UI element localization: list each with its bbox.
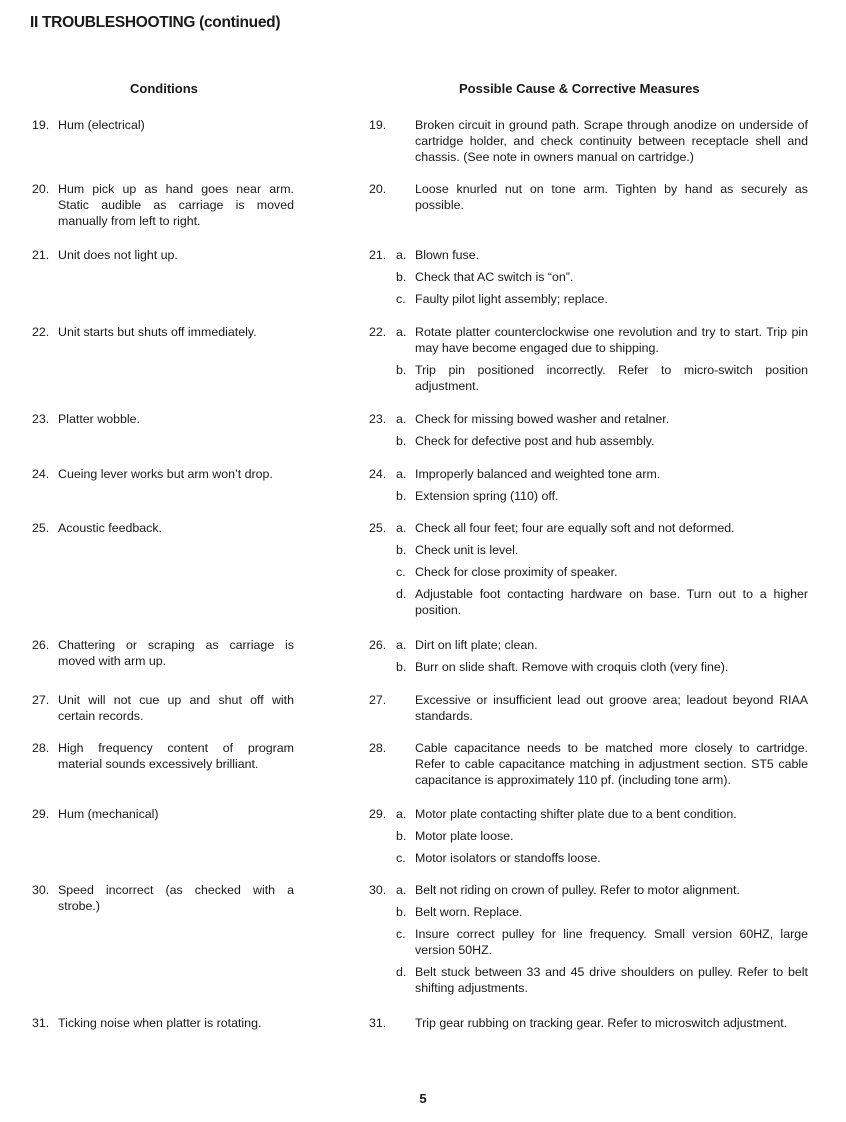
cause-letter: c. xyxy=(396,565,406,579)
cause-number: 21. xyxy=(369,248,387,262)
cause-item xyxy=(396,740,808,788)
cause-item xyxy=(396,882,808,898)
cause-item xyxy=(396,926,808,958)
cause-number: 28. xyxy=(369,741,387,755)
cause-letter: a. xyxy=(396,248,407,262)
cause-number: 26. xyxy=(369,638,387,652)
condition-text: Ticking noise when platter is rotating. xyxy=(58,1016,262,1030)
condition-text: High frequency content of program material sounds excessively brilliant. xyxy=(58,741,294,771)
condition-text: Acoustic feedback. xyxy=(58,521,163,535)
condition-text: Chattering or scraping as carriage is moved with arm up. xyxy=(58,638,294,668)
cause-text: Blown fuse. xyxy=(415,248,480,262)
cause-letter: a. xyxy=(396,807,407,821)
cause-text: Motor plate contacting shifter plate due to a bent condition. xyxy=(415,807,737,821)
condition-number: 23. xyxy=(32,412,50,426)
cause-list xyxy=(396,692,808,724)
cause-letter: b. xyxy=(396,489,407,503)
cause-item xyxy=(396,411,808,427)
condition-text: Hum (electrical) xyxy=(58,118,145,132)
cause-letter: b. xyxy=(396,434,407,448)
cause-number: 29. xyxy=(369,807,387,821)
cause-text: Faulty pilot light assembly; replace. xyxy=(415,292,608,306)
cause-item xyxy=(396,466,808,482)
condition-number: 26. xyxy=(32,638,50,652)
page-number: 5 xyxy=(419,1091,427,1106)
cause-number: 30. xyxy=(369,883,387,897)
cause-text: Rotate platter counterclockwise one revolution and try to start. Trip pin may have become engaged due to shipping. xyxy=(415,325,808,355)
cause-item xyxy=(396,904,808,920)
cause-number: 19. xyxy=(369,118,387,132)
cause-letter: a. xyxy=(396,325,407,339)
cause-list xyxy=(396,740,808,788)
condition-text: Unit will not cue up and shut off with certain records. xyxy=(58,693,294,723)
causes-column-header: Possible Cause & Corrective Measures xyxy=(459,81,700,96)
cause-number: 23. xyxy=(369,412,387,426)
cause-text: Belt worn. Replace. xyxy=(415,905,523,919)
cause-list xyxy=(396,324,808,394)
condition-number: 31. xyxy=(32,1016,50,1030)
cause-text: Trip gear rubbing on tracking gear. Refer to microswitch adjustment. xyxy=(415,1016,788,1030)
cause-letter: a. xyxy=(396,638,407,652)
cause-list xyxy=(396,520,808,618)
cause-item xyxy=(396,291,808,307)
cause-text: Dirt on lift plate; clean. xyxy=(415,638,538,652)
cause-letter: a. xyxy=(396,467,407,481)
cause-text: Burr on slide shaft. Remove with croquis cloth (very fine). xyxy=(415,660,729,674)
condition-number: 20. xyxy=(32,182,50,196)
cause-text: Cable capacitance needs to be matched more closely to cartridge. Refer to cable capacitance matching in adjustment section. ST5 cable capacitance is approximately 110 pf. (including tone arm). xyxy=(415,741,808,787)
cause-item xyxy=(396,324,808,356)
cause-letter: b. xyxy=(396,363,407,377)
cause-text: Belt not riding on crown of pulley. Refer to motor alignment. xyxy=(415,883,740,897)
cause-text: Check for defective post and hub assembly. xyxy=(415,434,655,448)
cause-letter: d. xyxy=(396,587,407,601)
cause-item xyxy=(396,637,808,653)
condition-number: 24. xyxy=(32,467,50,481)
condition-text: Hum (mechanical) xyxy=(58,807,159,821)
condition-text: Unit does not light up. xyxy=(58,248,178,262)
cause-item xyxy=(396,586,808,618)
condition-number: 21. xyxy=(32,248,50,262)
cause-text: Adjustable foot contacting hardware on base. Turn out to a higher position. xyxy=(415,587,808,617)
cause-letter: c. xyxy=(396,292,406,306)
cause-item xyxy=(396,247,808,263)
cause-number: 20. xyxy=(369,182,387,196)
cause-list xyxy=(396,411,808,449)
cause-list xyxy=(396,882,808,996)
cause-text: Belt stuck between 33 and 45 drive shoulders on pulley. Refer to belt shifting adjustments. xyxy=(415,965,808,995)
cause-item xyxy=(396,964,808,996)
cause-item xyxy=(396,828,808,844)
cause-item xyxy=(396,1015,808,1031)
cause-item xyxy=(396,659,808,675)
cause-text: Check for missing bowed washer and retalner. xyxy=(415,412,670,426)
cause-list xyxy=(396,806,808,866)
cause-list xyxy=(396,117,808,165)
cause-text: Motor plate loose. xyxy=(415,829,514,843)
cause-text: Check all four feet; four are equally soft and not deformed. xyxy=(415,521,735,535)
cause-list xyxy=(396,637,808,675)
cause-text: Extension spring (110) off. xyxy=(415,489,559,503)
condition-number: 19. xyxy=(32,118,50,132)
cause-item xyxy=(396,433,808,449)
cause-item xyxy=(396,520,808,536)
cause-item xyxy=(396,362,808,394)
cause-item xyxy=(396,850,808,866)
cause-item xyxy=(396,542,808,558)
page-title: II TROUBLESHOOTING (continued) xyxy=(30,14,281,31)
condition-number: 22. xyxy=(32,325,50,339)
cause-letter: c. xyxy=(396,927,406,941)
cause-item xyxy=(396,269,808,285)
cause-number: 25. xyxy=(369,521,387,535)
cause-item xyxy=(396,806,808,822)
condition-number: 27. xyxy=(32,693,50,707)
cause-number: 24. xyxy=(369,467,387,481)
condition-text: Hum pick up as hand goes near arm. Static audible as carriage is moved manually from left to right. xyxy=(58,182,294,228)
condition-text: Platter wobble. xyxy=(58,412,140,426)
cause-number: 22. xyxy=(369,325,387,339)
cause-letter: a. xyxy=(396,521,407,535)
cause-text: Excessive or insufficient lead out groove area; leadout beyond RIAA standards. xyxy=(415,693,808,723)
condition-text: Speed incorrect (as checked with a strobe.) xyxy=(58,883,294,913)
condition-number: 28. xyxy=(32,741,50,755)
cause-letter: d. xyxy=(396,965,407,979)
condition-text: Unit starts but shuts off immediately. xyxy=(58,325,257,339)
cause-letter: b. xyxy=(396,543,407,557)
cause-letter: c. xyxy=(396,851,406,865)
cause-item xyxy=(396,181,808,213)
condition-number: 29. xyxy=(32,807,50,821)
cause-number: 27. xyxy=(369,693,387,707)
cause-number: 31. xyxy=(369,1016,387,1030)
cause-list xyxy=(396,1015,808,1031)
cause-text: Check that AC switch is “on”. xyxy=(415,270,574,284)
conditions-column-header: Conditions xyxy=(130,81,198,96)
cause-text: Trip pin positioned incorrectly. Refer to micro-switch position adjustment. xyxy=(415,363,808,393)
cause-text: Loose knurled nut on tone arm. Tighten by hand as securely as possible. xyxy=(415,182,808,212)
condition-number: 25. xyxy=(32,521,50,535)
cause-letter: b. xyxy=(396,905,407,919)
cause-text: Broken circuit in ground path. Scrape through anodize on underside of cartridge holder, and check continuity between receptacle shell and chassis. (See note in owners manual on cartridge.) xyxy=(415,118,808,164)
cause-list xyxy=(396,247,808,307)
cause-text: Insure correct pulley for line frequency. Small version 60HZ, large version 50HZ. xyxy=(415,927,808,957)
cause-text: Check for close proximity of speaker. xyxy=(415,565,618,579)
cause-text: Improperly balanced and weighted tone arm. xyxy=(415,467,661,481)
cause-list xyxy=(396,181,808,213)
cause-letter: b. xyxy=(396,660,407,674)
cause-text: Motor isolators or standoffs loose. xyxy=(415,851,601,865)
condition-text: Cueing lever works but arm won’t drop. xyxy=(58,467,273,481)
cause-letter: b. xyxy=(396,270,407,284)
cause-letter: a. xyxy=(396,412,407,426)
cause-item xyxy=(396,692,808,724)
cause-letter: a. xyxy=(396,883,407,897)
cause-item xyxy=(396,488,808,504)
cause-item xyxy=(396,117,808,165)
cause-item xyxy=(396,564,808,580)
condition-number: 30. xyxy=(32,883,50,897)
cause-letter: b. xyxy=(396,829,407,843)
cause-text: Check unit is level. xyxy=(415,543,519,557)
cause-list xyxy=(396,466,808,504)
